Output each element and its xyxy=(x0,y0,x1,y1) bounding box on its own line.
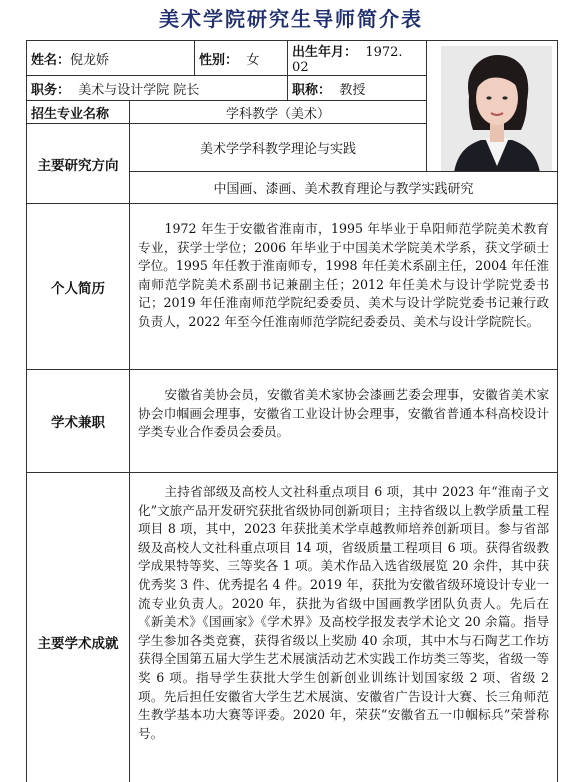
research-label: 主要研究方向 xyxy=(27,124,130,204)
bio-label: 个人简历 xyxy=(27,204,130,370)
major-label: 招生专业名称 xyxy=(27,101,130,124)
position-cell xyxy=(27,76,288,101)
profile-table xyxy=(26,40,558,782)
gender-label: 性别： xyxy=(199,52,239,68)
name-label: 姓名： xyxy=(31,52,71,68)
page-title: 美术学院研究生导师简介表 xyxy=(159,7,423,31)
birth-cell xyxy=(288,41,427,76)
rank-label: 职称： xyxy=(292,82,332,98)
rank-cell xyxy=(288,76,427,101)
gender-value: 女 xyxy=(246,52,260,68)
portrait-photo xyxy=(441,46,552,172)
part-time-label: 学术兼职 xyxy=(27,370,130,473)
major-value: 学科教学（美术） xyxy=(130,101,427,124)
research-item-2: 中国画、漆画、美术教育理论与教学实践研究 xyxy=(130,172,558,204)
achievements-text: 主持省部级及高校人文社科重点项目 6 项，其中 2023 年“淮南子文化”文旅产品开发研究获批省级协同创新项目；主持省级以上教学质量工程项目 8 项，其中，2023 年获批美术学卓越教师培养创新项目。参与省部级及高校人文社科重点项目 14 项，省级质量工程项目 6 项。获得省级教学成果特等奖、三等奖各 1 项。美术作品入选省级展览 20 余件，其中获优秀奖 3 件、优秀提名 4 件。2019 年，获批为安徽省级环境设计专业一流专业负责人。2020 年，获批为省级中国画教学团队负责人。先后在《新美术》《国画家》《学术界》及高校学报发表学术论文 20 余篇。指导学生参加各类竞赛，获得省级以上奖励 40 余项，其中木与石陶艺工作坊获得全国第五届大学生艺术展演活动艺术实践工作坊类三等奖，省级一等奖 6 项。指导学生获批大学生创新创业训练计划国家级 2 项、省级 2 项。先后担任安徽省大学生艺术展演、安徽省广告设计大赛、长三角师范生教学基本功大赛等评委。2020 年，荣获“安徽省五一巾帼标兵”荣誉称号。 xyxy=(130,473,558,782)
position-label: 职务： xyxy=(31,82,71,98)
birth-value: 1972. 02 xyxy=(292,45,403,75)
research-item-1: 美术学学科教学理论与实践 xyxy=(130,124,427,172)
bio-text: 1972 年生于安徽省淮南市，1995 年毕业于阜阳师范学院美术教育专业，获学士学位；2006 年毕业于中国美术学院美术学系，获文学硕士学位。1995 年任教于淮南师专，1998 年任美术系副主任，2004 年任淮南师范学院美术系副书记兼副主任；2012 年任美术与设计学院党委书记；2019 年任淮南师范学院纪委委员、美术与设计学院党委书记兼行政负责人，2022 年至今任淮南师范学院纪委委员、美术与设计学院院长。 xyxy=(130,204,558,370)
gender-cell xyxy=(195,41,288,76)
part-time-text: 安徽省美协会员，安徽省美术家协会漆画艺委会理事，安徽省美术家协会巾帼画会理事，安徽省工业设计协会理事，安徽省普通本科高校设计学类专业合作委员会委员。 xyxy=(130,370,558,473)
position-value: 美术与设计学院 院长 xyxy=(78,82,200,98)
photo-cell xyxy=(427,41,558,172)
name-cell xyxy=(27,41,195,76)
rank-value: 教授 xyxy=(339,82,366,98)
birth-label: 出生年月： xyxy=(292,45,358,60)
achievements-label: 主要学术成就 xyxy=(27,473,130,782)
name-value: 倪龙娇 xyxy=(70,52,110,68)
